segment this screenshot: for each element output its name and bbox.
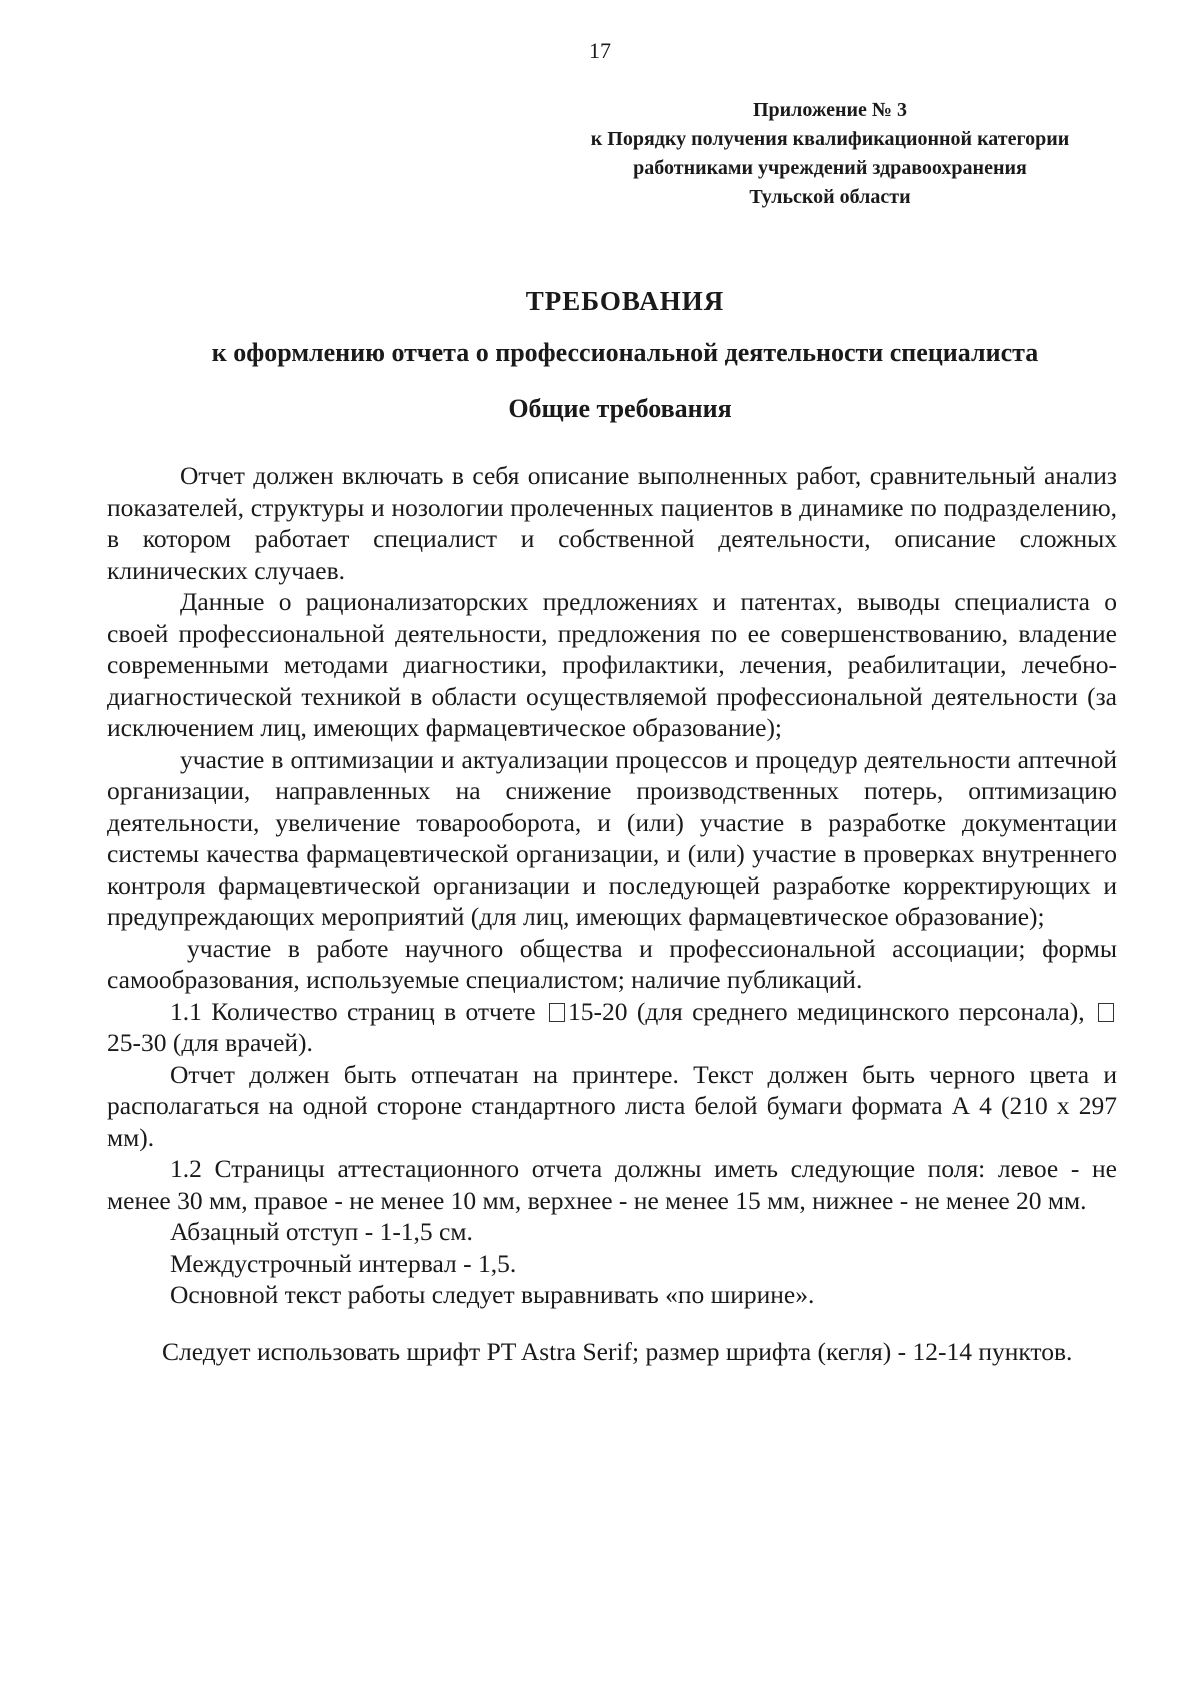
appendix-line-3: работниками учреждений здравоохранения [633, 157, 1027, 179]
paragraph-5-start: 1.1 Количество страниц в отчете [170, 996, 536, 1026]
paragraph-6: Отчет должен быть отпечатан на принтере. Текст должен быть черного цвета и располагаться на одной стороне стандартного листа белой бумаги формата А 4 (210 х 297 мм). [107, 1059, 1117, 1152]
paragraph-10: Основной текст работы следует выравнивать «по ширине». [170, 1280, 815, 1309]
body-text [107, 460, 1117, 1393]
paragraph-7: 1.2 Страницы аттестационного отчета должны иметь следующие поля: левое - не менее 30 мм, правое - не менее 10 мм, верхнее - не менее 15 мм, нижнее - не менее 20 мм. [107, 1154, 1117, 1215]
document-title: ТРЕБОВАНИЯ [525, 286, 725, 316]
paragraph-4: участие в работе научного общества и профессиональной ассоциации; формы самообразования, используемые специалистом; наличие публикаций. [107, 933, 1117, 994]
appendix-line-1: Приложение № 3 [752, 99, 908, 121]
paragraph-3: участие в оптимизации и актуализации процессов и процедур деятельности аптечной организации, направленных на снижение производственных потерь, оптимизацию деятельности, увеличение товарооборота, и (или) участие в разработке документации системы качества фармацевтической организации, и (или) участие в проверках внутреннего контроля фармацевтической организации и последующей разработке корректирующих и предупреждающих мероприятий (для лиц, имеющих фармацевтическое образование); [107, 744, 1117, 931]
appendix-line-2: к Порядку получения квалификационной категории [590, 128, 1070, 150]
paragraph-9: Междустрочный интервал - 1,5. [170, 1248, 517, 1278]
paragraph-8: Абзацный отступ - 1-1,5 см. [170, 1217, 473, 1246]
paragraph-5-end: 25-30 (для врачей). [107, 1028, 313, 1057]
checkbox-icon [1098, 1003, 1114, 1022]
section-title: Общие требования [508, 394, 732, 423]
page-number: 17 [589, 38, 611, 63]
paragraph-2: Данные о рационализаторских предложениях и патентах, выводы специалиста о своей профессиональной деятельности, предложения по ее совершенствованию, владение современными методами диагностики, профилактики, лечения, реабилитации, лечебно- диагностической техникой в области осуществляемой профессиональной деятельности (за исключением лиц, имеющих фармацевтическое образование); [107, 587, 1117, 742]
paragraph-11: Следует использовать шрифт PT Astra Serif; размер шрифта (кегля) - 12-14 пунктов. [162, 1337, 1073, 1366]
checkbox-icon [549, 1003, 565, 1022]
appendix-line-4: Тульской области [749, 186, 911, 208]
appendix-header [540, 96, 1120, 212]
paragraph-1: Отчет должен включать в себя описание выполненных работ, сравнительный анализ показателей, структуры и нозологии пролеченных пациентов в динамике по подразделению, в котором работает специалист и собственной деятельности, описание сложных клинических случаев. [107, 461, 1117, 585]
document-subtitle: к оформлению отчета о профессиональной деятельности специалиста [211, 338, 1039, 367]
paragraph-5 [107, 996, 1117, 1059]
paragraph-5-middle: 15-20 (для среднего медицинского персонала), [568, 996, 1085, 1026]
